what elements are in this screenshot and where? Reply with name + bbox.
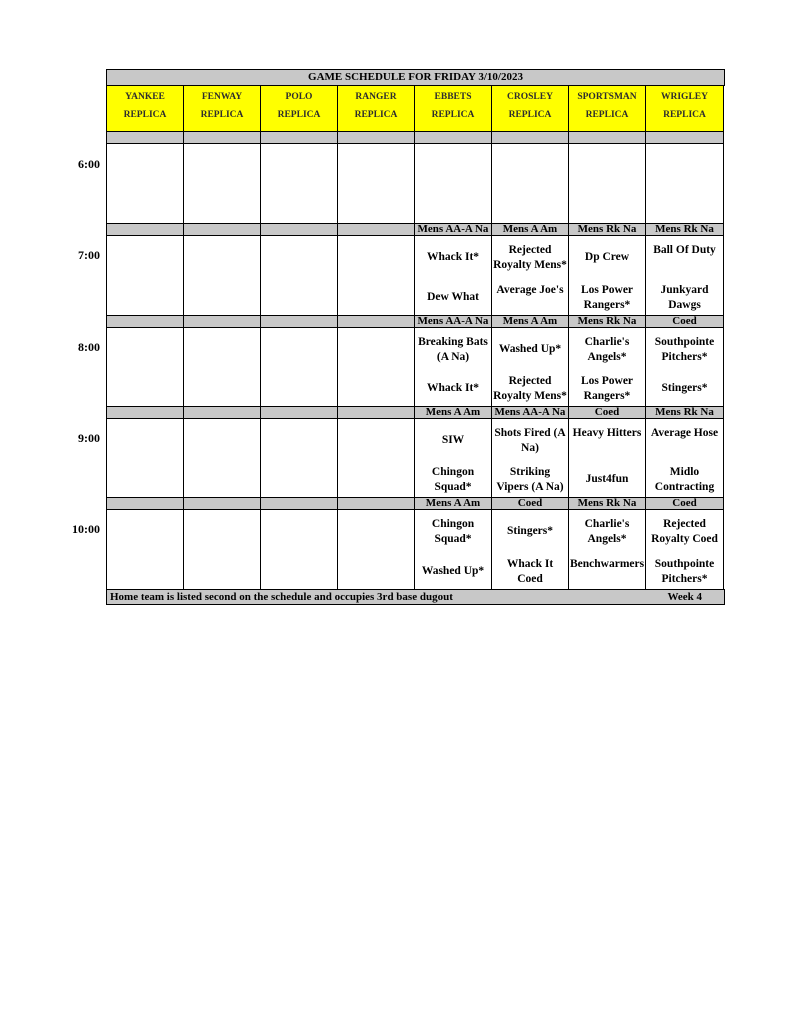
- game-slot: [491, 327, 569, 408]
- schedule-footer: [106, 589, 725, 605]
- game-slot: [337, 418, 415, 499]
- game-slot: [106, 327, 184, 408]
- visiting-team: Average Hose: [650, 426, 719, 439]
- division-label: Mens Rk Na: [568, 315, 646, 328]
- game-slot: [183, 235, 261, 317]
- time-label: 6:00: [78, 157, 100, 171]
- visiting-team: Charlie's Angels*: [584, 335, 630, 363]
- division-label: Mens Rk Na: [568, 497, 646, 510]
- division-label: Mens A Am: [414, 497, 492, 510]
- field-subtitle: REPLICA: [431, 110, 475, 120]
- home-team: Midlo Contracting: [654, 465, 715, 493]
- field-subtitle: REPLICA: [200, 110, 244, 120]
- game-slot: [645, 327, 724, 408]
- footer-note: Home team is listed second on the schedule and occupies 3rd base dugout: [110, 591, 453, 603]
- home-team: Los Power Rangers*: [580, 283, 634, 311]
- game-slot: [414, 509, 492, 591]
- division-label: Coed: [491, 497, 569, 510]
- schedule-sheet: [106, 69, 725, 605]
- game-slot: [491, 418, 569, 499]
- visiting-team: Breaking Bats (A Na): [418, 335, 488, 363]
- field-subtitle: REPLICA: [663, 110, 706, 120]
- field-header: [106, 85, 184, 132]
- division-label: Mens AA-A Na: [491, 406, 569, 419]
- game-slot: [491, 509, 569, 591]
- game-slot: [337, 143, 415, 224]
- visiting-team: Whack It*: [426, 251, 480, 264]
- game-slot: [645, 418, 724, 499]
- field-name: CROSLEY: [507, 92, 553, 102]
- home-team: Whack It*: [426, 382, 480, 395]
- visiting-team: Shots Fired (A Na): [494, 426, 566, 454]
- division-label: Mens Rk Na: [645, 223, 724, 236]
- division-label: Coed: [645, 315, 724, 328]
- field-header: [260, 85, 338, 132]
- field-header: [337, 85, 415, 132]
- game-slot: [183, 327, 261, 408]
- game-slot: [337, 327, 415, 408]
- game-slot: [260, 327, 338, 408]
- field-name: WRIGLEY: [661, 92, 708, 102]
- field-header: [568, 85, 646, 132]
- week-label: Week 4: [667, 591, 702, 603]
- division-label: Mens Rk Na: [568, 223, 646, 236]
- game-slot: [260, 509, 338, 591]
- division-label: Coed: [645, 497, 724, 510]
- game-slot: [568, 418, 646, 499]
- game-slot: [568, 327, 646, 408]
- division-label: Coed: [568, 406, 646, 419]
- game-slot: [106, 143, 184, 224]
- home-team: Just4fun: [585, 473, 629, 486]
- visiting-team: Stingers*: [507, 525, 553, 538]
- field-header: [491, 85, 569, 132]
- time-label: 9:00: [78, 431, 100, 445]
- visiting-team: SIW: [441, 434, 465, 447]
- division-label: Mens AA-A Na: [414, 315, 492, 328]
- time-label: 7:00: [78, 248, 100, 262]
- game-slot: [414, 418, 492, 499]
- visiting-team: Rejected Royalty Mens*: [493, 243, 567, 271]
- game-slot: [106, 235, 184, 317]
- game-slot: [260, 418, 338, 499]
- home-team: Whack It Coed: [506, 557, 554, 585]
- division-label: Mens A Am: [491, 315, 569, 328]
- game-slot: [414, 327, 492, 408]
- field-name: FENWAY: [201, 92, 243, 102]
- home-team: Stingers*: [661, 382, 708, 395]
- division-label: Mens A Am: [414, 406, 492, 419]
- game-slot: [568, 235, 646, 317]
- visiting-team: Chingon Squad*: [431, 517, 475, 545]
- field-name: POLO: [285, 92, 313, 102]
- home-team: Washed Up*: [421, 565, 485, 578]
- game-slot: [491, 235, 569, 317]
- game-slot: [645, 509, 724, 591]
- visiting-team: Charlie's Angels*: [584, 517, 630, 545]
- game-slot: [183, 509, 261, 591]
- time-label: 8:00: [78, 340, 100, 354]
- game-slot: [183, 143, 261, 224]
- division-label: Mens AA-A Na: [414, 223, 492, 236]
- field-name: EBBETS: [434, 92, 472, 102]
- visiting-team: Southpointe Pitchers*: [654, 335, 715, 363]
- game-slot: [568, 143, 646, 224]
- game-slot: [645, 143, 724, 224]
- field-name: YANKEE: [125, 92, 165, 102]
- home-team: Striking Vipers (A Na): [496, 465, 564, 493]
- field-header: [414, 85, 492, 132]
- field-header: [183, 85, 261, 132]
- field-subtitle: REPLICA: [585, 110, 629, 120]
- home-team: Chingon Squad*: [431, 465, 475, 493]
- game-slot: [260, 235, 338, 317]
- home-team: Average Joe's: [496, 283, 564, 296]
- field-subtitle: REPLICA: [508, 110, 552, 120]
- field-subtitle: REPLICA: [277, 110, 321, 120]
- visiting-team: Ball Of Duty: [653, 243, 716, 256]
- home-team: Junkyard Dawgs: [660, 283, 709, 311]
- home-team: Southpointe Pitchers*: [654, 557, 715, 585]
- schedule-title: GAME SCHEDULE FOR FRIDAY 3/10/2023: [106, 69, 725, 86]
- game-slot: [645, 235, 724, 317]
- field-name: RANGER: [355, 92, 397, 102]
- game-slot: [260, 143, 338, 224]
- division-label: Mens Rk Na: [645, 406, 724, 419]
- game-slot: [106, 509, 184, 591]
- field-subtitle: REPLICA: [354, 110, 398, 120]
- game-slot: [491, 143, 569, 224]
- game-slot: [414, 235, 492, 317]
- visiting-team: Dp Crew: [584, 251, 630, 264]
- game-slot: [568, 509, 646, 591]
- game-slot: [414, 143, 492, 224]
- visiting-team: Rejected Royalty Coed: [651, 517, 718, 545]
- game-slot: [337, 509, 415, 591]
- field-header: [645, 85, 724, 132]
- field-name: SPORTSMAN: [577, 92, 637, 102]
- home-team: Dew What: [427, 291, 479, 304]
- division-label: Mens A Am: [491, 223, 569, 236]
- visiting-team: Washed Up*: [498, 343, 562, 356]
- home-team: Rejected Royalty Mens*: [493, 374, 567, 402]
- home-team: Benchwarmers: [570, 557, 645, 570]
- home-team: Los Power Rangers*: [580, 374, 634, 402]
- game-slot: [337, 235, 415, 317]
- visiting-team: Heavy Hitters: [572, 426, 642, 439]
- field-subtitle: REPLICA: [123, 110, 167, 120]
- game-slot: [106, 418, 184, 499]
- time-label: 10:00: [72, 522, 100, 536]
- game-slot: [183, 418, 261, 499]
